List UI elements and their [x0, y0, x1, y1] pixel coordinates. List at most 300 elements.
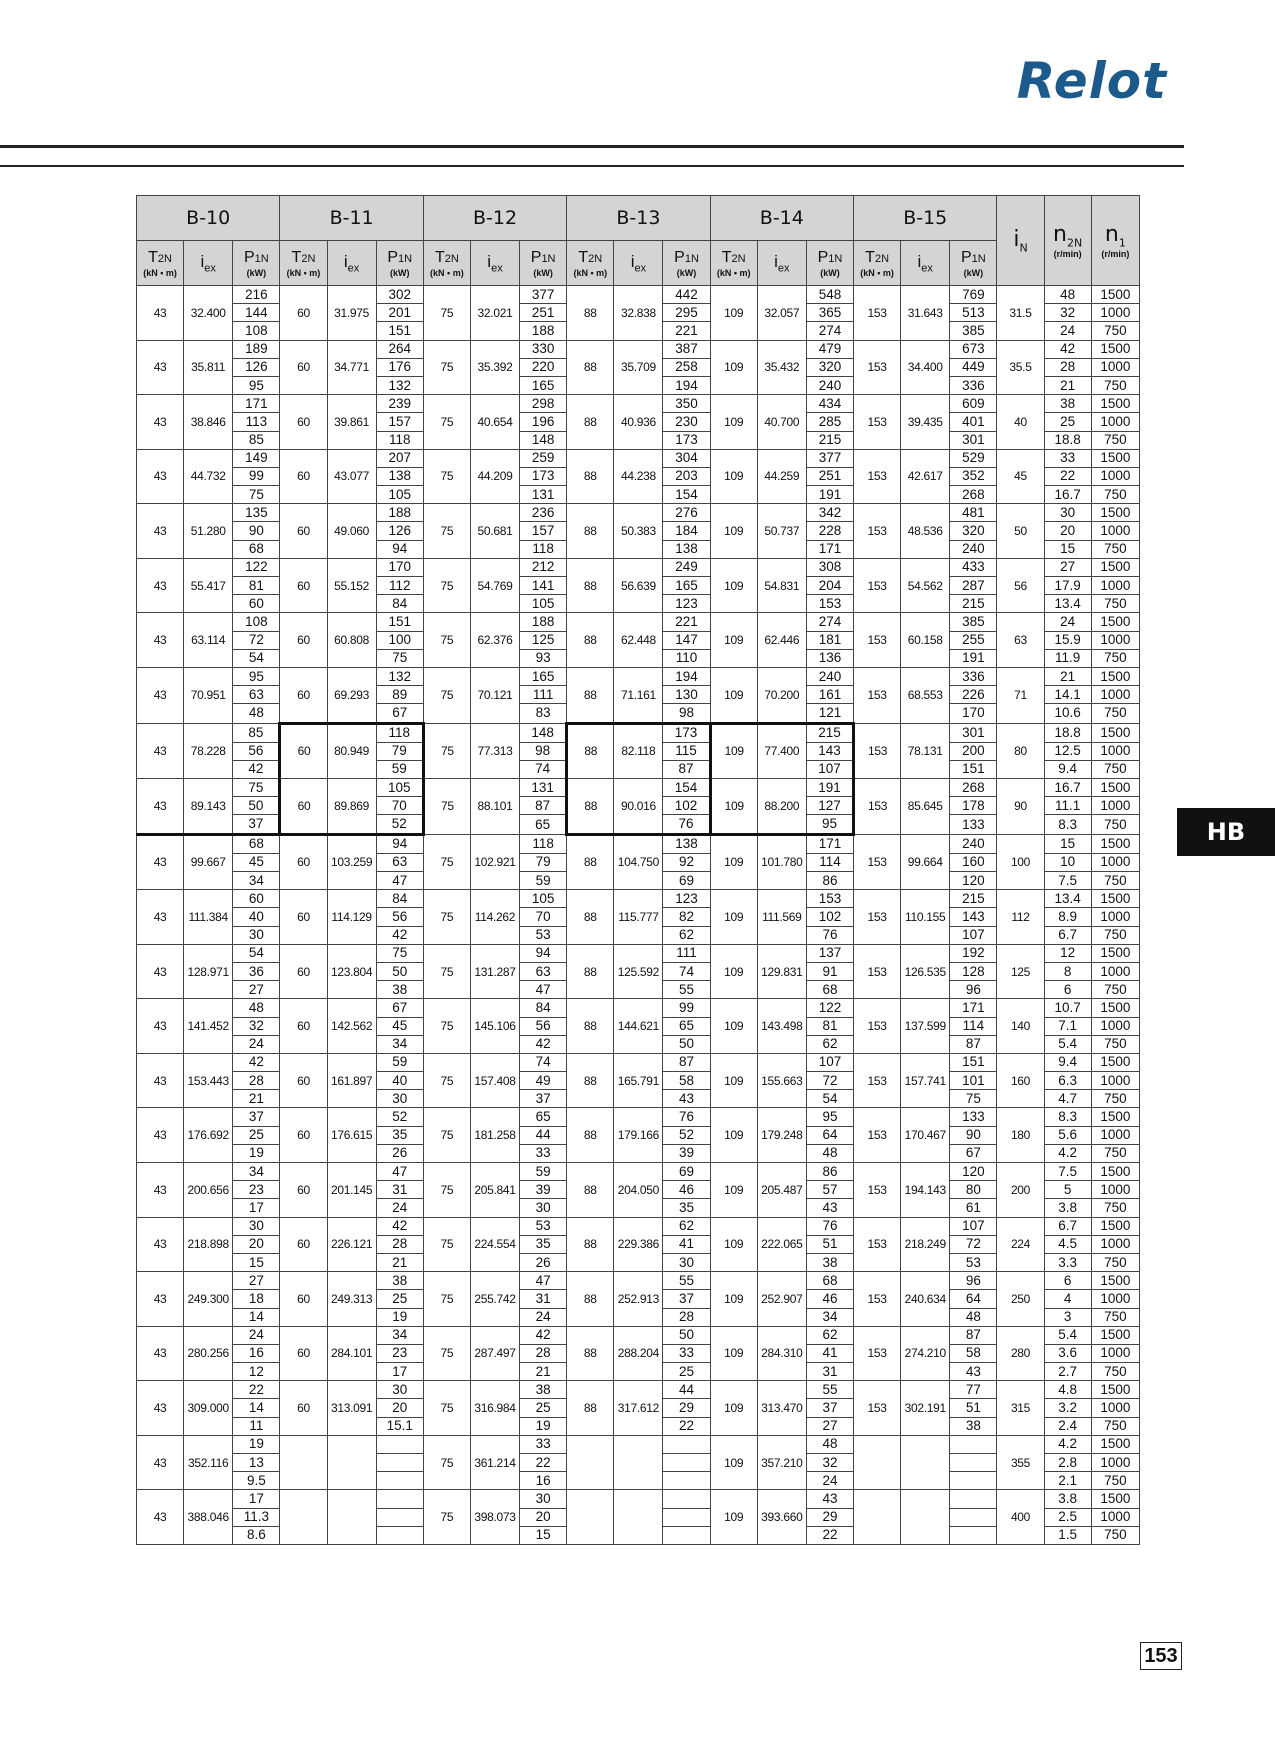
n2n-cell: 13.4 [1044, 595, 1091, 613]
iex-cell: 170.467 [901, 1108, 950, 1163]
p1n-cell: 365 [806, 304, 853, 322]
p1n-cell: 191 [806, 486, 853, 504]
p1n-cell: 114 [950, 1017, 997, 1035]
table-row [137, 1435, 1140, 1453]
p1n-cell: 52 [663, 1126, 710, 1144]
t2n-cell: 153 [854, 1163, 901, 1218]
iex-cell: 62.448 [614, 613, 663, 668]
p1n-cell: 58 [950, 1344, 997, 1362]
p1n-cell: 52 [376, 815, 423, 834]
p1n-cell: 118 [376, 723, 423, 742]
n1-cell: 1500 [1091, 999, 1139, 1017]
n1-cell: 1000 [1091, 1290, 1139, 1308]
p1n-cell: 215 [806, 431, 853, 449]
t2n-cell: 43 [137, 1163, 184, 1218]
n1-cell: 1500 [1091, 723, 1139, 742]
t2n-cell: 109 [710, 723, 757, 779]
p1n-cell: 19 [376, 1308, 423, 1326]
iex-cell: 128.971 [184, 944, 233, 999]
n2n-cell: 7.1 [1044, 1017, 1091, 1035]
iex-cell: 49.060 [327, 504, 376, 559]
t2n-cell: 43 [137, 286, 184, 341]
p1n-cell: 28 [376, 1235, 423, 1253]
t2n-cell: 88 [567, 1108, 614, 1163]
t2n-cell: 153 [854, 723, 901, 779]
p1n-cell [663, 1490, 710, 1508]
n1-cell: 1500 [1091, 504, 1139, 522]
iex-cell: 40.700 [757, 395, 806, 450]
n2n-cell: 3.6 [1044, 1344, 1091, 1362]
p1n-cell: 32 [806, 1454, 853, 1472]
t2n-cell [854, 1490, 901, 1545]
n2n-cell: 9.4 [1044, 1053, 1091, 1071]
iex-cell: 205.487 [757, 1163, 806, 1218]
p1n-cell: 59 [376, 1053, 423, 1071]
p1n-cell: 31 [376, 1181, 423, 1199]
p1n-cell: 59 [376, 760, 423, 778]
p1n-cell: 43 [806, 1199, 853, 1217]
iex-cell: 316.984 [470, 1381, 519, 1436]
n1-cell: 1000 [1091, 413, 1139, 431]
p1n-cell: 130 [663, 686, 710, 704]
p1n-cell: 85 [233, 723, 280, 742]
n2n-cell: 13.4 [1044, 890, 1091, 908]
p1n-cell: 128 [950, 962, 997, 980]
n1-cell: 1000 [1091, 631, 1139, 649]
p1n-cell: 98 [520, 742, 567, 760]
p1n-cell: 42 [376, 1217, 423, 1235]
iex-cell: 60.158 [901, 613, 950, 668]
p1n-cell: 53 [950, 1253, 997, 1271]
p1n-cell: 16 [520, 1472, 567, 1490]
p1n-cell: 86 [806, 872, 853, 890]
table-body [137, 286, 1140, 1545]
iex-cell: 143.498 [757, 999, 806, 1054]
p1n-cell: 120 [950, 1163, 997, 1181]
p1n-cell: 62 [663, 926, 710, 944]
p1n-cell: 194 [663, 376, 710, 394]
p1n-cell: 50 [233, 797, 280, 815]
iex-cell: 48.536 [901, 504, 950, 559]
iex-cell: 88.101 [470, 779, 519, 835]
p1n-cell: 67 [376, 704, 423, 723]
n2n-cell: 10.6 [1044, 704, 1091, 723]
p1n-cell: 59 [520, 1163, 567, 1181]
p1n-cell: 20 [376, 1399, 423, 1417]
p1n-cell: 123 [663, 890, 710, 908]
p1n-cell: 63 [376, 853, 423, 871]
iex-cell: 313.091 [327, 1381, 376, 1436]
p1n-cell: 21 [233, 1090, 280, 1108]
p1n-cell: 221 [663, 613, 710, 631]
p1n-cell [950, 1508, 997, 1526]
p1n-cell: 92 [663, 853, 710, 871]
iex-cell: 77.313 [470, 723, 519, 779]
p1n-cell: 28 [520, 1344, 567, 1362]
t2n-cell: 75 [423, 1108, 470, 1163]
t2n-cell: 153 [854, 1053, 901, 1108]
iex-cell: 70.121 [470, 667, 519, 723]
table-row [137, 1381, 1140, 1399]
p1n-cell: 69 [663, 1163, 710, 1181]
t2n-cell: 75 [423, 944, 470, 999]
t2n-cell: 60 [280, 667, 327, 723]
p1n-cell: 17 [233, 1490, 280, 1508]
t2n-cell: 88 [567, 667, 614, 723]
n1-cell: 1000 [1091, 686, 1139, 704]
p1n-cell: 32 [233, 1017, 280, 1035]
p1n-header: P1N (kW) [376, 241, 423, 286]
iex-cell: 78.228 [184, 723, 233, 779]
p1n-cell: 38 [950, 1417, 997, 1435]
t2n-cell: 88 [567, 558, 614, 613]
iex-cell: 35.811 [184, 340, 233, 395]
p1n-cell: 118 [520, 834, 567, 853]
t2n-cell: 43 [137, 449, 184, 504]
t2n-header: T2N (kN • m) [854, 241, 901, 286]
p1n-cell: 76 [806, 926, 853, 944]
model-header: B-13 [567, 196, 710, 241]
iex-cell [901, 1490, 950, 1545]
iex-cell: 39.435 [901, 395, 950, 450]
t2n-cell: 75 [423, 834, 470, 890]
t2n-cell: 153 [854, 613, 901, 668]
p1n-cell: 84 [520, 999, 567, 1017]
iex-cell: 125.592 [614, 944, 663, 999]
p1n-cell: 276 [663, 504, 710, 522]
t2n-cell: 60 [280, 1163, 327, 1218]
t2n-cell: 75 [423, 1217, 470, 1272]
t2n-cell: 109 [710, 286, 757, 341]
p1n-cell: 81 [233, 577, 280, 595]
p1n-cell: 75 [376, 649, 423, 667]
p1n-cell: 85 [233, 431, 280, 449]
p1n-cell: 118 [520, 540, 567, 558]
p1n-cell: 170 [376, 558, 423, 576]
p1n-cell: 21 [376, 1253, 423, 1271]
p1n-cell: 40 [376, 1072, 423, 1090]
p1n-cell: 153 [806, 595, 853, 613]
t2n-cell: 60 [280, 340, 327, 395]
n1-cell: 1500 [1091, 395, 1139, 413]
p1n-cell: 96 [950, 981, 997, 999]
n1-cell: 750 [1091, 1308, 1139, 1326]
p1n-cell: 70 [520, 908, 567, 926]
iex-cell: 35.432 [757, 340, 806, 395]
n2n-cell: 5.4 [1044, 1326, 1091, 1344]
p1n-cell: 48 [806, 1144, 853, 1162]
iex-cell: 352.116 [184, 1435, 233, 1490]
p1n-cell [663, 1435, 710, 1453]
iex-cell: 280.256 [184, 1326, 233, 1381]
n1-cell: 1500 [1091, 1053, 1139, 1071]
iex-cell: 284.310 [757, 1326, 806, 1381]
table-row [137, 1217, 1140, 1235]
p1n-cell: 434 [806, 395, 853, 413]
p1n-cell: 529 [950, 449, 997, 467]
p1n-header: P1N (kW) [950, 241, 997, 286]
in-cell: 224 [997, 1217, 1044, 1272]
t2n-cell: 153 [854, 1217, 901, 1272]
section-tab-hb: HB [1177, 808, 1275, 856]
iex-cell: 101.780 [757, 834, 806, 890]
p1n-cell: 101 [950, 1072, 997, 1090]
p1n-cell: 76 [806, 1217, 853, 1235]
table-row [137, 395, 1140, 413]
model-header: B-10 [137, 196, 280, 241]
p1n-cell: 240 [806, 667, 853, 685]
table-row [137, 558, 1140, 576]
n2n-cell: 4.2 [1044, 1144, 1091, 1162]
iex-cell: 51.280 [184, 504, 233, 559]
p1n-cell: 74 [663, 962, 710, 980]
iex-cell: 252.913 [614, 1272, 663, 1327]
p1n-cell: 95 [806, 815, 853, 834]
iex-cell: 222.065 [757, 1217, 806, 1272]
p1n-cell: 102 [806, 908, 853, 926]
p1n-cell: 20 [520, 1508, 567, 1526]
p1n-cell: 149 [233, 449, 280, 467]
p1n-cell: 264 [376, 340, 423, 358]
iex-cell: 274.210 [901, 1326, 950, 1381]
n2n-cell: 15.9 [1044, 631, 1091, 649]
n1-cell: 1000 [1091, 1454, 1139, 1472]
p1n-cell: 20 [233, 1235, 280, 1253]
p1n-cell: 143 [806, 742, 853, 760]
n2n-cell: 11.1 [1044, 797, 1091, 815]
n1-cell: 1000 [1091, 962, 1139, 980]
t2n-cell: 153 [854, 890, 901, 945]
n1-cell: 1500 [1091, 1326, 1139, 1344]
iex-cell: 181.258 [470, 1108, 519, 1163]
n2n-cell: 6 [1044, 981, 1091, 999]
in-cell: 35.5 [997, 340, 1044, 395]
iex-cell [327, 1435, 376, 1490]
p1n-cell [663, 1454, 710, 1472]
iex-cell: 43.077 [327, 449, 376, 504]
p1n-cell: 56 [520, 1017, 567, 1035]
p1n-cell: 138 [376, 467, 423, 485]
p1n-cell: 68 [233, 540, 280, 558]
t2n-cell: 75 [423, 890, 470, 945]
in-cell: 180 [997, 1108, 1044, 1163]
p1n-cell [376, 1472, 423, 1490]
p1n-cell: 56 [376, 908, 423, 926]
iex-cell: 114.262 [470, 890, 519, 945]
p1n-cell: 42 [233, 1053, 280, 1071]
iex-cell: 161.897 [327, 1053, 376, 1108]
p1n-cell: 673 [950, 340, 997, 358]
n2n-cell: 6 [1044, 1272, 1091, 1290]
n1-cell: 1000 [1091, 908, 1139, 926]
n1-cell: 750 [1091, 815, 1139, 834]
n2n-cell: 32 [1044, 304, 1091, 322]
p1n-cell: 12 [233, 1363, 280, 1381]
n1-cell: 1000 [1091, 1399, 1139, 1417]
t2n-cell: 153 [854, 340, 901, 395]
p1n-cell: 80 [950, 1181, 997, 1199]
iex-cell: 32.400 [184, 286, 233, 341]
iex-cell: 110.155 [901, 890, 950, 945]
brand-logo: Relot [1016, 52, 1167, 110]
iex-cell: 32.021 [470, 286, 519, 341]
iex-cell: 78.131 [901, 723, 950, 779]
p1n-header: P1N (kW) [520, 241, 567, 286]
n1-cell: 750 [1091, 1035, 1139, 1053]
p1n-cell: 132 [376, 376, 423, 394]
p1n-cell: 387 [663, 340, 710, 358]
n1-cell: 1500 [1091, 286, 1139, 304]
iex-cell: 40.936 [614, 395, 663, 450]
t2n-cell: 43 [137, 890, 184, 945]
iex-cell: 50.737 [757, 504, 806, 559]
in-cell: 100 [997, 834, 1044, 890]
p1n-cell: 165 [520, 376, 567, 394]
p1n-cell: 34 [233, 1163, 280, 1181]
p1n-cell: 105 [376, 486, 423, 504]
p1n-cell: 285 [806, 413, 853, 431]
n2n-cell: 2.4 [1044, 1417, 1091, 1435]
p1n-cell: 87 [520, 797, 567, 815]
p1n-cell: 342 [806, 504, 853, 522]
p1n-cell: 34 [376, 1326, 423, 1344]
iex-cell: 44.209 [470, 449, 519, 504]
p1n-cell: 65 [520, 815, 567, 834]
t2n-cell: 88 [567, 1381, 614, 1436]
p1n-cell: 304 [663, 449, 710, 467]
t2n-cell: 75 [423, 1163, 470, 1218]
t2n-cell: 43 [137, 834, 184, 890]
p1n-cell: 336 [950, 376, 997, 394]
p1n-cell: 46 [663, 1181, 710, 1199]
p1n-cell: 308 [806, 558, 853, 576]
n1-cell: 750 [1091, 1472, 1139, 1490]
n2n-cell: 3.8 [1044, 1490, 1091, 1508]
t2n-cell: 75 [423, 395, 470, 450]
p1n-cell: 67 [950, 1144, 997, 1162]
p1n-cell: 151 [950, 760, 997, 778]
iex-cell: 317.612 [614, 1381, 663, 1436]
in-cell: 315 [997, 1381, 1044, 1436]
p1n-cell [950, 1435, 997, 1453]
p1n-cell: 176 [376, 358, 423, 376]
p1n-cell: 118 [376, 431, 423, 449]
p1n-cell: 75 [376, 944, 423, 962]
p1n-cell: 95 [233, 376, 280, 394]
p1n-cell: 287 [950, 577, 997, 595]
iex-cell [327, 1490, 376, 1545]
t2n-cell [280, 1435, 327, 1490]
table-row [137, 286, 1140, 304]
t2n-cell: 153 [854, 1381, 901, 1436]
n2n-cell: 9.4 [1044, 760, 1091, 778]
t2n-cell: 60 [280, 723, 327, 779]
p1n-cell: 274 [806, 613, 853, 631]
t2n-cell: 153 [854, 779, 901, 835]
n2n-cell: 27 [1044, 558, 1091, 576]
n2n-cell: 33 [1044, 449, 1091, 467]
iex-cell: 309.000 [184, 1381, 233, 1436]
iex-cell: 34.400 [901, 340, 950, 395]
p1n-cell: 23 [376, 1344, 423, 1362]
iex-cell: 32.057 [757, 286, 806, 341]
in-cell: 280 [997, 1326, 1044, 1381]
iex-cell: 85.645 [901, 779, 950, 835]
p1n-cell: 105 [376, 779, 423, 797]
iex-cell: 313.470 [757, 1381, 806, 1436]
p1n-cell: 251 [806, 467, 853, 485]
t2n-cell: 88 [567, 834, 614, 890]
iex-cell: 155.663 [757, 1053, 806, 1108]
t2n-cell: 75 [423, 504, 470, 559]
p1n-cell: 194 [663, 667, 710, 685]
n1-cell: 750 [1091, 1363, 1139, 1381]
p1n-cell: 64 [806, 1126, 853, 1144]
p1n-cell: 126 [233, 358, 280, 376]
p1n-cell: 95 [806, 1108, 853, 1126]
iex-cell: 179.166 [614, 1108, 663, 1163]
p1n-cell: 107 [806, 760, 853, 778]
p1n-cell: 108 [233, 322, 280, 340]
p1n-cell: 81 [806, 1017, 853, 1035]
iex-cell: 71.161 [614, 667, 663, 723]
n2n-cell: 22 [1044, 467, 1091, 485]
p1n-cell: 133 [950, 815, 997, 834]
t2n-cell [280, 1490, 327, 1545]
t2n-cell: 88 [567, 504, 614, 559]
t2n-cell: 88 [567, 449, 614, 504]
p1n-cell: 42 [520, 1035, 567, 1053]
p1n-cell: 18 [233, 1290, 280, 1308]
t2n-cell: 60 [280, 1381, 327, 1436]
p1n-cell: 108 [233, 613, 280, 631]
iex-cell: 56.639 [614, 558, 663, 613]
iex-cell: 249.313 [327, 1272, 376, 1327]
n1-cell: 1000 [1091, 853, 1139, 871]
t2n-cell: 109 [710, 1381, 757, 1436]
t2n-cell: 88 [567, 1217, 614, 1272]
n1-cell: 1000 [1091, 577, 1139, 595]
p1n-cell: 50 [376, 962, 423, 980]
iex-cell: 70.951 [184, 667, 233, 723]
n1-cell: 750 [1091, 322, 1139, 340]
n2n-cell: 4.5 [1044, 1235, 1091, 1253]
p1n-cell [376, 1454, 423, 1472]
p1n-cell: 122 [233, 558, 280, 576]
p1n-cell [950, 1454, 997, 1472]
t2n-cell: 109 [710, 779, 757, 835]
p1n-cell: 72 [950, 1235, 997, 1253]
p1n-cell: 239 [376, 395, 423, 413]
p1n-cell: 249 [663, 558, 710, 576]
t2n-cell: 60 [280, 779, 327, 835]
p1n-cell: 25 [376, 1290, 423, 1308]
p1n-cell: 40 [233, 908, 280, 926]
p1n-cell: 27 [233, 1272, 280, 1290]
p1n-cell: 165 [663, 577, 710, 595]
p1n-cell: 216 [233, 286, 280, 304]
in-cell: 112 [997, 890, 1044, 945]
p1n-cell: 37 [233, 815, 280, 834]
t2n-cell: 88 [567, 944, 614, 999]
p1n-cell: 24 [520, 1308, 567, 1326]
t2n-cell: 109 [710, 340, 757, 395]
p1n-cell: 22 [663, 1417, 710, 1435]
n2n-cell: 8 [1044, 962, 1091, 980]
p1n-cell: 107 [950, 1217, 997, 1235]
p1n-cell: 22 [520, 1454, 567, 1472]
p1n-cell: 268 [950, 779, 997, 797]
